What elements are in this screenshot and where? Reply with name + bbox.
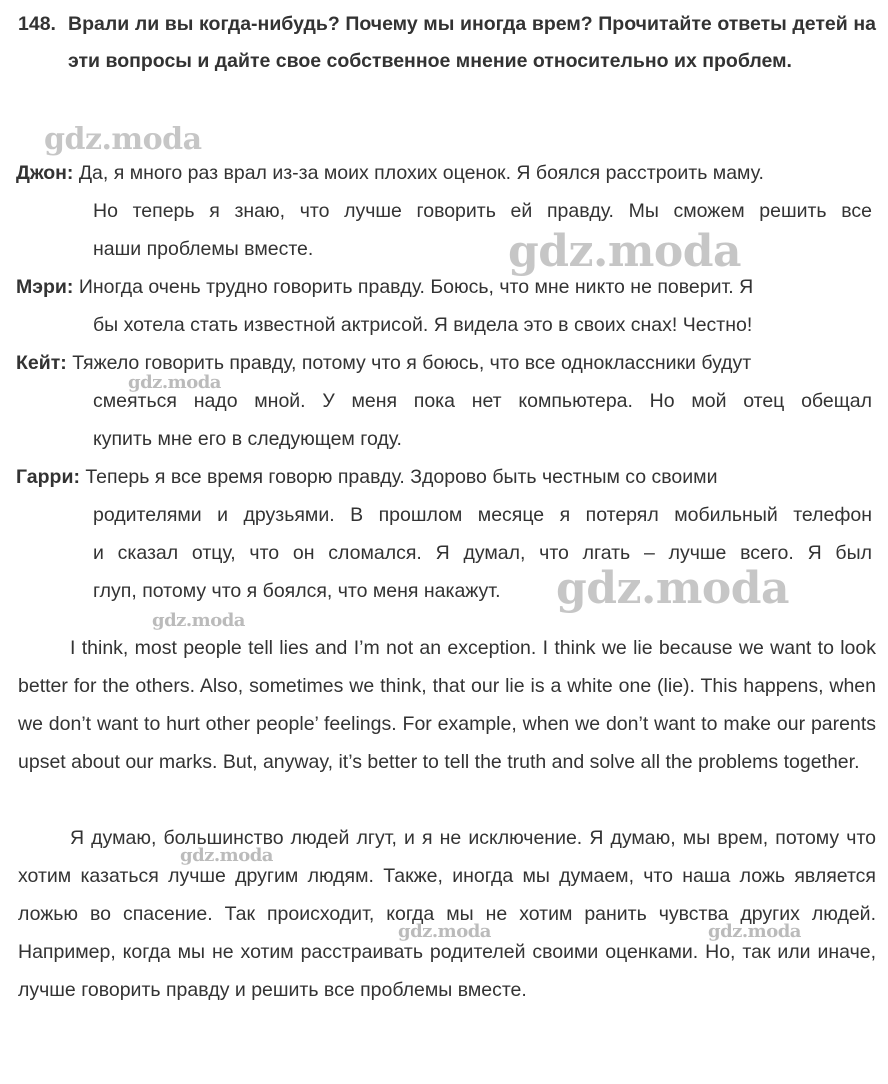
task-header — [18, 6, 876, 80]
speech-line: купить мне его в следующем году. — [93, 428, 402, 450]
speech-line: смеяться надо мной. У меня пока нет компьютера. Но мой отец обещал — [93, 390, 872, 412]
speaker-name: Джон: — [16, 162, 74, 184]
watermark: gdz.moda — [508, 226, 742, 277]
task-text: Врали ли вы когда-нибудь? Почему мы иногда врем? Прочитайте ответы детей на эти вопросы и дайте свое собственное мнение относительно их проблем. — [68, 13, 876, 72]
task-number: 148. — [18, 13, 56, 35]
speaker-name: Мэри: — [16, 276, 74, 298]
speech-line: наши проблемы вместе. — [93, 238, 314, 260]
watermark: gdz.moda — [708, 921, 801, 942]
answer-russian: Я думаю, большинство людей лгут, и я не исключение. Я думаю, мы врем, потому что хотим казаться лучше другим людям. Также, иногда мы думаем, что наша ложь является ложью во спасение. Так происходит, когда мы не хотим ранить чувства других людей. Например, когда мы не хотим расстраивать родителей своими оценками. Но, так или иначе, лучше говорить правду и решить все проблемы вместе. — [18, 827, 876, 1001]
watermark: gdz.moda — [44, 122, 202, 157]
answer-english: I think, most people tell lies and I’m not an exception. I think we lie because we want to look better for the others. Also, sometimes we think, that our lie is a white one (lie). This happens, when we don’t want to hurt other people’ feelings. For example, when we don’t want to make our parents upset about our marks. But, anyway, it’s better to tell the truth and solve all the problems together. — [18, 637, 876, 773]
speaker-name: Кейт: — [16, 352, 67, 374]
speech-line: Но теперь я знаю, что лучше говорить ей правду. Мы сможем решить все — [93, 200, 872, 222]
speech-line: и сказал отцу, что он сломался. Я думал, что лгать – лучше всего. Я был — [93, 542, 872, 564]
watermark: gdz.moda — [398, 921, 491, 942]
dialogue-entry-kate — [16, 344, 872, 458]
speech-line: родителями и друзьями. В прошлом месяце я потерял мобильный телефон — [93, 504, 872, 526]
watermark: gdz.moda — [180, 845, 273, 866]
speech-line: глуп, потому что я боялся, что меня накажут. — [93, 580, 501, 602]
speech-line: Да, я много раз врал из-за моих плохих оценок. Я боялся расстроить маму. — [73, 162, 764, 184]
speech-line: Тяжело говорить правду, потому что я боюсь, что все одноклассники будут — [66, 352, 752, 374]
speech-line: Теперь я все время говорю правду. Здорово быть честным со своими — [79, 466, 718, 488]
dialogue-entry-john — [16, 154, 872, 268]
dialogue-entry-harry — [16, 458, 872, 610]
speech-line: Иногда очень трудно говорить правду. Боюсь, что мне никто не поверит. Я — [73, 276, 754, 298]
watermark: gdz.moda — [128, 372, 221, 393]
watermark: gdz.moda — [556, 563, 790, 614]
dialogue-entry-mary — [16, 268, 872, 344]
watermark: gdz.moda — [152, 610, 245, 631]
speech-line: бы хотела стать известной актрисой. Я видела это в своих снах! Честно! — [93, 314, 753, 336]
speaker-name: Гарри: — [16, 466, 80, 488]
